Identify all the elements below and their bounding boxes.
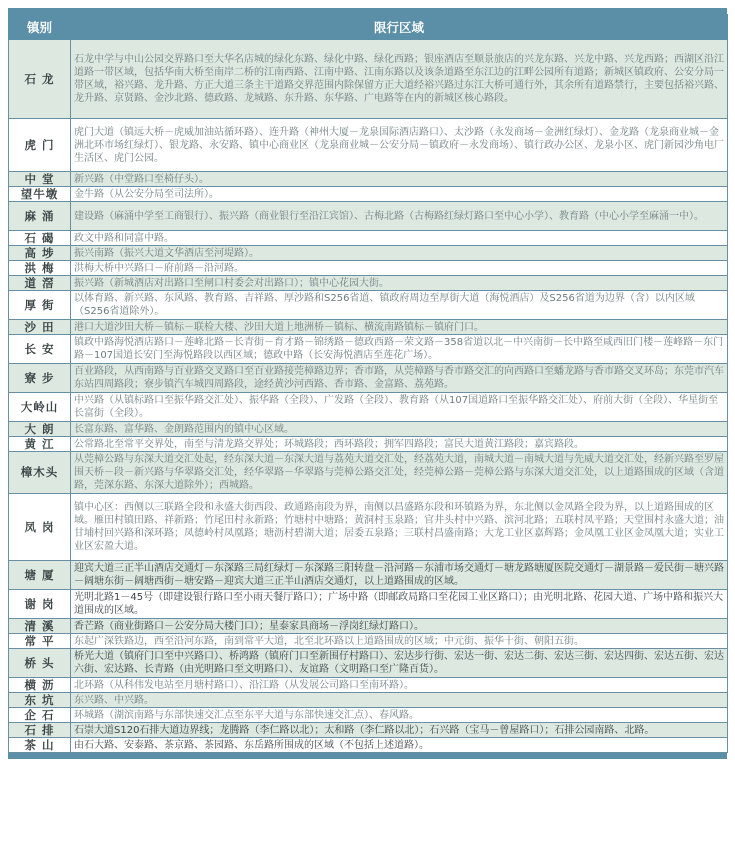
restricted-area: 中兴路（从镇标路口至振华路交汇处）、振华路（全段）、广发路（全段）、教育路（从107国道路口至振华路交汇处）、府前大街（全段）、华星街至长富街（全段）。: [71, 393, 728, 422]
bottom-bar: [8, 753, 727, 759]
restricted-area: 百业路段，从西南路与百业路交叉路口至百业路接莞樟路边界；香市路，从莞樟路与香市路交汇的向西路口至蟠龙路与香市路交叉环岛；东莞市汽车东站四周路段；寮步镇汽车城四周路段，途经黄沙河西路、香市路、金富路、荔苑路。: [71, 364, 728, 393]
town-name: 石 碣: [9, 231, 71, 246]
table-row: [9, 364, 728, 393]
table-row: [9, 40, 728, 119]
restricted-area: 石龙中学与中山公园交界路口至大华名店城的绿化东路、绿化中路、绿化西路；银座酒店至顺景旅店的兴龙东路、兴龙中路、兴龙西路；西湖区沿江道路一带区域，包括华南大桥至南岸二桥的江南西路、江南中路、江南东路以及该条道路至东江边的江畔公园所有道路；新城区镇政府、公安分局一带区域，裕兴路、龙升路、方正大道三条主干道路交界范围内除保留方正大道经裕兴路过东江大桥可通行外，其余所有道路禁行，主要包括裕兴路、龙升路、京贤路、金沙北路、德政路、龙城路、东升路、东华路、广电路等在内的新城区核心路段。: [71, 40, 728, 119]
restricted-area: 镇政中路海悦酒店路口－莲峰北路－长青街－育才路－锦绣路－德政西路－荣文路－358省道以北－中兴南街－长中路至咸西旧门楼－莲峰路－东门路－107国道长安门至海悦路段以西区域；德政中路（长安海悦酒店至莲花广场）。: [71, 335, 728, 364]
header-area: 限行区域: [71, 15, 728, 40]
town-name: 清 溪: [9, 619, 71, 634]
town-name: 谢 岗: [9, 590, 71, 619]
header-town: 镇别: [9, 15, 71, 40]
restricted-area: 建设路（麻涌中学至工商银行）、振兴路（商业银行至沿江宾馆）、古梅北路（古梅路红绿灯路口至中心小学）、教育路（中心小学至麻涌一中）。: [71, 202, 728, 231]
table-row: [9, 261, 728, 276]
town-name: 道 滘: [9, 276, 71, 291]
table-row: [9, 246, 728, 261]
town-name: 高 埗: [9, 246, 71, 261]
restricted-area: 金牛路（从公安分局至司法所）。: [71, 187, 728, 202]
town-name: 塘 厦: [9, 561, 71, 590]
table-row: [9, 619, 728, 634]
restricted-area: 石崇大道S120石排大道边界线；龙腾路（李仁路以北）；太和路（李仁路以北）；石兴路（宝马－曾屋路口）；石排公园南路、北路。: [71, 723, 728, 738]
town-name: 石 排: [9, 723, 71, 738]
town-name: 虎 门: [9, 119, 71, 172]
restriction-table: [8, 14, 728, 753]
town-name: 洪 梅: [9, 261, 71, 276]
town-name: 横 沥: [9, 678, 71, 693]
restricted-area: 北环路（从科伟发电站至月塘村路口）、沿江路（从发展公司路口至南环路）。: [71, 678, 728, 693]
restricted-area: 振兴路（新城酒店对出路口至闸口村委会对出路口）；镇中心花园大街。: [71, 276, 728, 291]
town-name: 东 坑: [9, 693, 71, 708]
table-row: [9, 678, 728, 693]
town-name: 寮 步: [9, 364, 71, 393]
restricted-area: 以体育路、新兴路、东风路、教育路、吉祥路、厚沙路和S256省道、镇政府周边至厚街大道（海悦酒店）及S256省道为边界（含）以内区域（S256省道除外）。: [71, 291, 728, 320]
town-name: 黄 江: [9, 437, 71, 452]
table-row: [9, 708, 728, 723]
table-row: [9, 422, 728, 437]
restricted-area: 振兴南路（振兴大道文华酒店至河堤路）。: [71, 246, 728, 261]
restricted-area: 虎门大道（镇远大桥－虎威加油站循环路）、连升路（神州大厦－龙泉国际酒店路口）、太沙路（永发商场－金洲红绿灯）、金龙路（龙泉商业城－金洲北环市场红绿灯）、银龙路、永安路、镇中心商业区（龙泉商业城－公安分局－镇政府－永发商场）、镇行政办公区、龙泉小区、虎门新园沙角电厂生活区、虎门公园。: [71, 119, 728, 172]
town-name: 樟木头: [9, 452, 71, 494]
table-row: [9, 187, 728, 202]
restricted-area: 光明北路1－45号（即建设银行路口至小雨天餐厅路口）；广场中路（即邮政局路口至花园工业区路口）；由光明北路、花园大道、广场中路和振兴大道围成的区域。: [71, 590, 728, 619]
restricted-area: 港口大道沙田大桥－镇标－联检大楼、沙田大道上地洲桥－镇标、横流南路镇标－镇府门口。: [71, 320, 728, 335]
table-row: [9, 738, 728, 753]
town-name: 中 堂: [9, 172, 71, 187]
restricted-area: 公常路北至常平交界处，南至与清龙路交界处；环城路段；西环路段；拥军四路段；富民大道黄江路段；嘉宾路段。: [71, 437, 728, 452]
restricted-area: 迎宾大道三正半山酒店交通灯－东深路三局红绿灯－东深路三阳转盘－沿河路－东浦市场交通灯－塘龙路塘厦医院交通灯－湖景路－爱民街－塘兴路－阔塘东街－阔塘西街－塘安路－迎宾大道三正半山酒店交通灯，以上道路围成的区域。: [71, 561, 728, 590]
table-header-row: [9, 15, 728, 40]
table-row: [9, 649, 728, 678]
restricted-area: 香芒路（商业街路口－公安分局大楼门口）；星泰家具商场－浮岗红绿灯路口）。: [71, 619, 728, 634]
table-row: [9, 393, 728, 422]
table-row: [9, 202, 728, 231]
table-row: [9, 119, 728, 172]
table-row: [9, 452, 728, 494]
table-row: [9, 172, 728, 187]
table-row: [9, 291, 728, 320]
table-row: [9, 231, 728, 246]
town-name: 桥 头: [9, 649, 71, 678]
town-name: 企 石: [9, 708, 71, 723]
table-row: [9, 590, 728, 619]
restricted-area: 东兴路、中兴路。: [71, 693, 728, 708]
town-name: 厚 街: [9, 291, 71, 320]
restricted-area: 新兴路（中堂路口至椅仔头）。: [71, 172, 728, 187]
table-row: [9, 723, 728, 738]
town-name: 凤 岗: [9, 494, 71, 561]
restricted-area: 桥光大道（镇府门口至中兴路口）、桥鸿路（镇府门口至新围仔村路口）、宏达步行街、宏达一街、宏达二街、宏达三街、宏达四街、宏达五街、宏达六街、宏达路、长青路（由光明路口至文明路口）、友谊路（文明路口至广隆百货）。: [71, 649, 728, 678]
town-name: 长 安: [9, 335, 71, 364]
table-row: [9, 320, 728, 335]
restricted-area: 东起广深铁路边，西至沿河东路，南到常平大道，北至北环路以上道路围成的区域；中元街、振华十街、朝阳五街。: [71, 634, 728, 649]
restricted-area: 政文中路和同富中路。: [71, 231, 728, 246]
table-row: [9, 335, 728, 364]
restricted-area: 长富东路、富华路、金朗路范围内的镇中心区域。: [71, 422, 728, 437]
town-name: 大岭山: [9, 393, 71, 422]
table-row: [9, 561, 728, 590]
town-name: 石 龙: [9, 40, 71, 119]
table-row: [9, 437, 728, 452]
town-name: 沙 田: [9, 320, 71, 335]
town-name: 常 平: [9, 634, 71, 649]
table-row: [9, 276, 728, 291]
restricted-area: 洪梅大桥中兴路口－府前路－沿河路。: [71, 261, 728, 276]
town-name: 大 朗: [9, 422, 71, 437]
table-row: [9, 693, 728, 708]
restricted-area: 镇中心区：西侧以三联路全段和永盛大街西段、政通路南段为界，南侧以昌盛路东段和环镇路为界，东北侧以金凤路全段为界，以上道路围成的区域。雁田村镇田路、祥新路；竹尾田村永新路；竹塘村中塘路；黄洞村玉泉路；官井头村中兴路、滨河北路；五联村凤平路；天堂围村永盛大道；油甘埔村回兴路和深环路；凤德岭村凤凰路；塘沥村碧湖大道；居委五泉路；三联村昌盛南路；大龙工业区嘉辉路；金凤凰工业区金凤凰大道；实业工业区宏盈大道。: [71, 494, 728, 561]
town-name: 麻 涌: [9, 202, 71, 231]
restricted-area: 从莞樟公路与东深大道交汇处起，经东深大道－东深大道与荔苑大道交汇处，经荔苑大道，南城大道－南城大道与先威大道交汇处，经新兴路至罗屋围天桥－段－新兴路与华翠路交汇处，经华翠路－华翠路与莞樟公路交汇处，经莞樟公路－莞樟公路与东深大道交汇处，以上道路围成的区域（含道路，莞深东路、东深大道除外）；西城路。: [71, 452, 728, 494]
restricted-area: 由石大路、安泰路、茶京路、茶园路、东岳路所围成的区域（不包括上述道路）。: [71, 738, 728, 753]
restricted-area: 环城路（湖滨南路与东部快速交汇点至东平大道与东部快速交汇点）、春风路。: [71, 708, 728, 723]
town-name: 茶 山: [9, 738, 71, 753]
town-name: 望牛墩: [9, 187, 71, 202]
table-row: [9, 494, 728, 561]
table-row: [9, 634, 728, 649]
restriction-table-container: [8, 8, 727, 759]
